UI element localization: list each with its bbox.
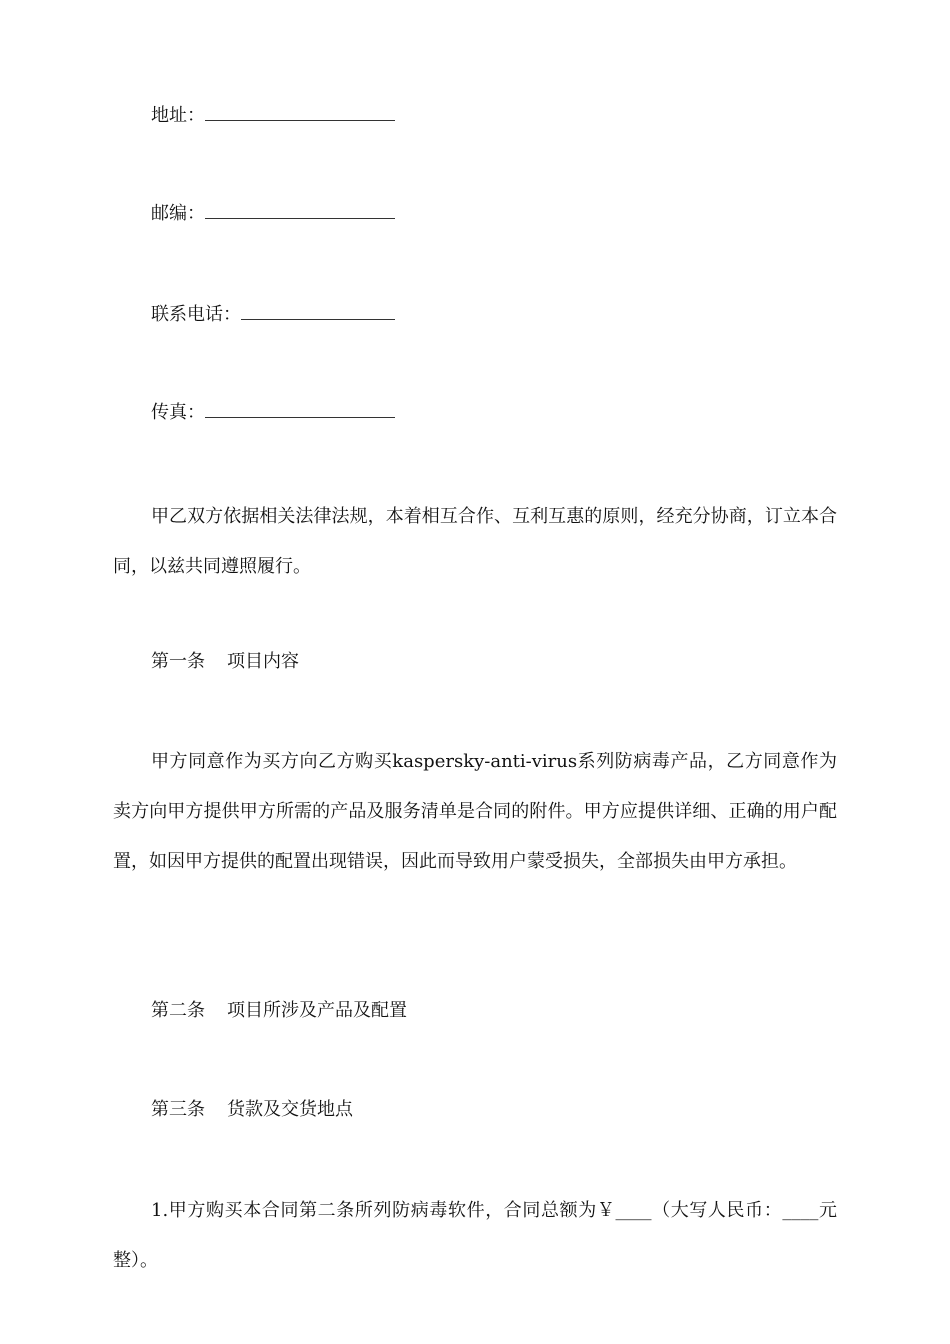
fax-blank [205, 401, 395, 418]
phone-label: 联系电话： [151, 304, 241, 325]
phone-field [151, 303, 395, 327]
phone-blank [241, 303, 395, 320]
address-field [151, 104, 395, 128]
article-1-body: 甲方同意作为买方向乙方购买kaspersky-anti-virus系列防病毒产品，乙方同意作为卖方向甲方提供甲方所需的产品及服务清单是合同的附件。甲方应提供详细、正确的用户配置，如因甲方提供的配置出现错误，因此而导致用户蒙受损失，全部损失由甲方承担。 [113, 751, 837, 872]
fax-field [151, 401, 395, 425]
article-2-number: 第二条 [151, 1000, 205, 1021]
article-3-number: 第三条 [151, 1099, 205, 1120]
postcode-blank [205, 202, 395, 219]
article-1-heading [151, 650, 299, 674]
fax-label: 传真： [151, 402, 205, 423]
article-1-number: 第一条 [151, 651, 205, 672]
address-label: 地址： [151, 105, 205, 126]
article-3-heading [151, 1098, 353, 1122]
intro-paragraph: 甲乙双方依据相关法律法规，本着相互合作、互利互惠的原则，经充分协商，订立本合同，以兹共同遵照履行。 [113, 506, 837, 577]
postcode-label: 邮编： [151, 203, 205, 224]
article-3-title: 货款及交货地点 [227, 1099, 353, 1120]
address-blank [205, 104, 395, 121]
article-1-title: 项目内容 [227, 651, 299, 672]
postcode-field [151, 202, 395, 226]
article-3-clause-1: 1.甲方购买本合同第二条所列防病毒软件，合同总额为￥____（大写人民币：____元整）。 [113, 1200, 837, 1271]
article-2-title: 项目所涉及产品及配置 [227, 1000, 407, 1021]
article-2-heading [151, 999, 407, 1023]
